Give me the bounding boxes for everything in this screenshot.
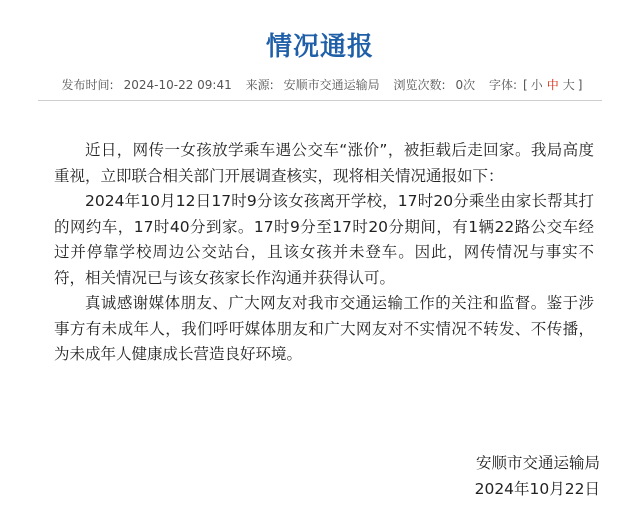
font-size-small-button[interactable]: 小 (530, 78, 543, 92)
font-size-label: 字体: (488, 78, 518, 92)
signature-date: 2024年10月22日 (474, 480, 600, 498)
publish-time: 2024-10-22 09:41 (123, 78, 232, 92)
source: 安顺市交通运输局 (283, 78, 380, 92)
publish-time-label: 发布时间: (61, 78, 114, 92)
view-count: 0次 (455, 78, 476, 92)
article-meta (0, 76, 640, 93)
paragraph: 2024年10月12日17时9分该女孩离开学校，17时20分乘坐由家长帮其打的网约车，17时40分到家。17时9分至17时20分期间，有1辆22路公交车经过并停靠学校周边公交站台，且该女孩并未登车。因此，网传情况与事实不符，相关情况已与该女孩家长作沟通并获得认可。 (54, 192, 594, 287)
page-title: 情况通报 (265, 32, 374, 62)
font-size-bracket-open: [ (523, 78, 528, 92)
source-label: 来源: (245, 78, 274, 92)
header-divider (38, 100, 602, 101)
signature-block (475, 450, 600, 502)
signature-org: 安顺市交通运输局 (475, 454, 600, 472)
article-body (54, 138, 594, 368)
font-size-medium-button[interactable]: 中 (546, 78, 559, 92)
views-label: 浏览次数: (393, 78, 446, 92)
font-size-bracket-close: ] (577, 78, 583, 92)
paragraph: 近日，网传一女孩放学乘车遇公交车“涨价”，被拒载后走回家。我局高度重视，立即联合相关部门开展调查核实，现将相关情况通报如下： (54, 141, 594, 185)
paragraph: 真诚感谢媒体朋友、广大网友对我市交通运输工作的关注和监督。鉴于涉事方有未成年人，我们呼吁媒体朋友和广大网友对不实情况不转发、不传播，为未成年人健康成长营造良好环境。 (54, 294, 594, 363)
font-size-large-button[interactable]: 大 (562, 78, 575, 92)
